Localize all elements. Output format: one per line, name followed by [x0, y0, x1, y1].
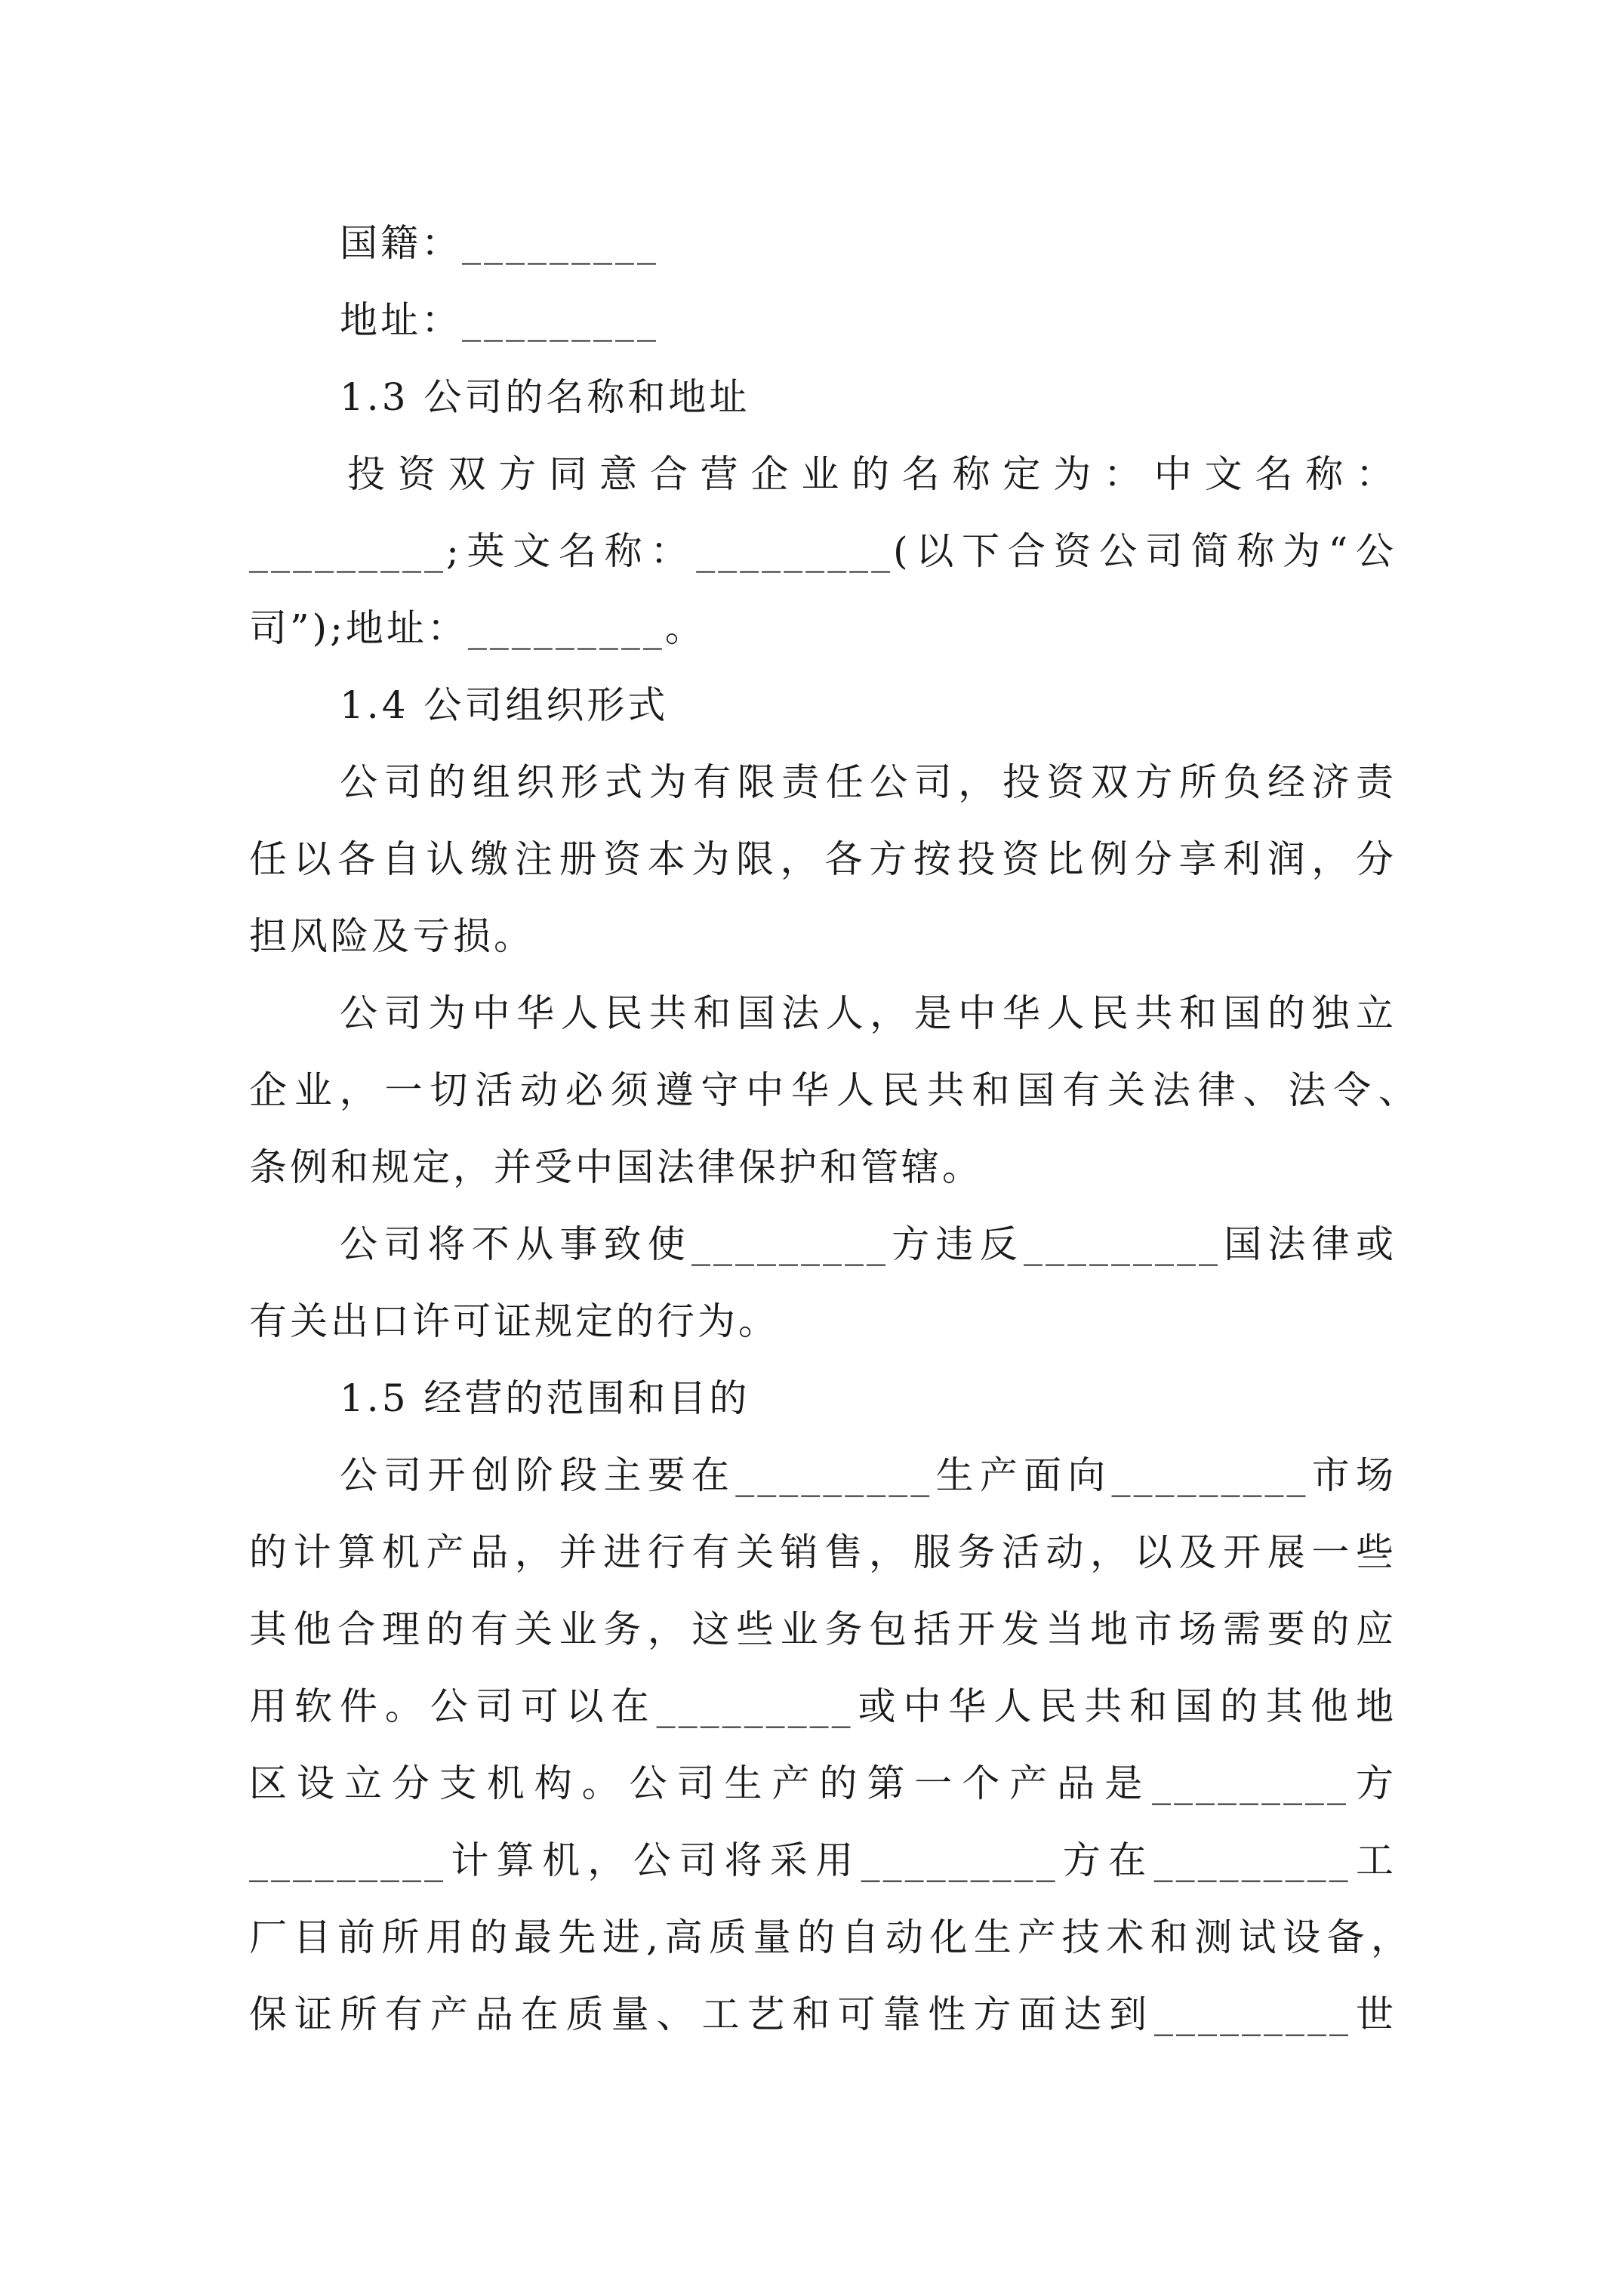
paragraph-line: _________;英文名称：_________(以下合资公司简称为“公 — [249, 529, 1397, 573]
paragraph-line: 条例和规定，并受中国法律保护和管辖。 — [249, 1145, 983, 1189]
paragraph-line: 司”);地址：_________。 — [249, 606, 706, 650]
paragraph-line: 公司为中华人民共和国法人，是中华人民共和国的独立 — [340, 991, 1397, 1035]
address-field: 地址：_________ — [340, 298, 659, 342]
paragraph-line: 企业，一切活动必须遵守中华人民共和国有关法律、法令、 — [249, 1068, 1419, 1112]
nationality-field: 国籍：_________ — [340, 221, 659, 265]
paragraph-line: 其他合理的有关业务，这些业务包括开发当地市场需要的应 — [249, 1607, 1397, 1651]
section-heading-1-5: 1.5 经营的范围和目的 — [340, 1376, 750, 1420]
section-heading-1-4: 1.4 公司组织形式 — [340, 683, 669, 727]
paragraph-line: 任以各自认缴注册资本为限，各方按投资比例分享利润，分 — [249, 837, 1397, 881]
section-heading-1-3: 1.3 公司的名称和地址 — [340, 375, 750, 419]
paragraph-line: 公司开创阶段主要在_________生产面向_________市场 — [340, 1453, 1397, 1497]
paragraph-line: 公司的组织形式为有限责任公司，投资双方所负经济责 — [340, 760, 1397, 804]
paragraph-line: 担风险及亏损。 — [249, 914, 534, 958]
paragraph-line: _________计算机，公司将采用_________方在_________工 — [249, 1838, 1397, 1882]
paragraph-line: 用软件。公司可以在_________或中华人民共和国的其他地 — [249, 1684, 1397, 1728]
paragraph-line: 保证所有产品在质量、工艺和可靠性方面达到_________世 — [249, 1992, 1397, 2036]
paragraph-line: 区设立分支机构。公司生产的第一个产品是_________方 — [249, 1761, 1397, 1805]
paragraph-line: 公司将不从事致使_________方违反_________国法律或 — [340, 1222, 1397, 1266]
paragraph-line: 的计算机产品，并进行有关销售，服务活动，以及开展一些 — [249, 1530, 1397, 1574]
paragraph-line: 投资双方同意合营企业的名称定为：中文名称： — [347, 452, 1397, 496]
paragraph-line: 有关出口许可证规定的行为。 — [249, 1299, 779, 1343]
paragraph-line: 厂目前所用的最先进,高质量的自动化生产技术和测试设备， — [249, 1915, 1412, 1959]
